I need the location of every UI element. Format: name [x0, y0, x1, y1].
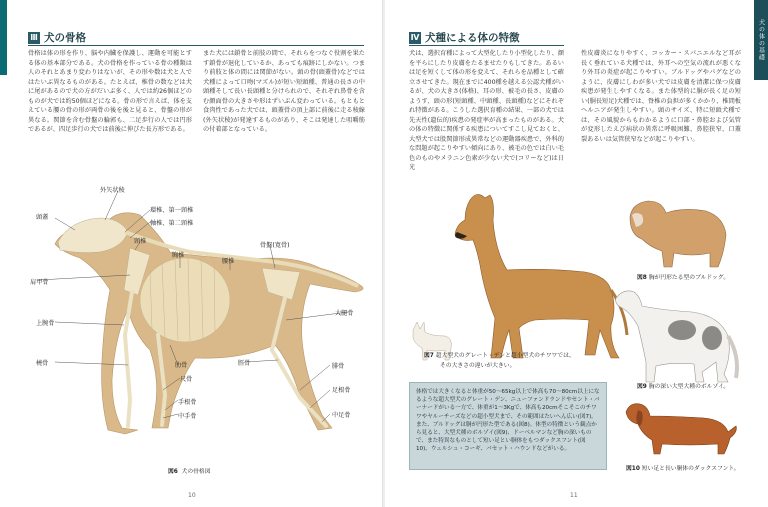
section-title: 犬種による体の特徴 — [425, 32, 520, 44]
body-text-col1: 骨格は体の形を作り、脳や内臓を保護し、運動を可能とする体の基本部分である。犬の骨格を作っている骨の種類は人のそれとあまり変わりはないが、その形や数は犬と人ではたいぶ異なるものがある。たとえば、椎骨の数などは犬に尾があるので犬の方がだいぶ多く、人では約26個ほどのものが犬では約50個ほどになる。骨の形で言えば、体を支えている腰の骨の形が両骨の後を後と見ると、骨盤の形が異なる。関節を含む骨盤の輪郭も、二足歩行の人では円形であるが、四足歩行の犬では前後に伸びた長方形である。 — [28, 50, 192, 133]
label-pelvis: 骨盤(寛骨) — [260, 242, 290, 249]
label-lumbar: 腰椎 — [222, 258, 235, 265]
bulldog-illustration — [622, 195, 732, 270]
section-rule — [409, 45, 564, 46]
body-text-col1: 犬は、選択育種によって大型化したり小型化したり、顔を平らにしたり皮膚をたるませたりもしてきた。あるいは足を短くして体の形を変えて、それらを品種として確立させてきた。現在までに400種を越える公認犬種がいるが、犬の大きさ(体格)、耳の形、被毛の長さ、皮膚のようす、頭の形(短頭種、中頭種、長頭種)などにそれぞれ特徴がある。こうした選択育種の結果、一部の犬では先天性(遺伝的)疾患の発症率が高まったものがある。犬の体の特徴に関係する疾患についてすこし見ておくと、大型犬では股関節形成異常などの運動器疾患で、外科的な問題が起こりやすい傾向にあり、被毛の色では白い毛色のものやメラニン色素が少ない犬で(コリーなど)は日光 — [409, 50, 564, 171]
label-thoracic: 胸椎 — [172, 252, 185, 259]
section-number: Ⅲ — [28, 32, 40, 44]
section-heading-breeds — [409, 30, 520, 45]
label-metatarsal: 中足骨 — [332, 412, 351, 419]
label-sagittal-crest: 外矢状稜 — [100, 187, 125, 194]
label-humerus: 上腕骨 — [36, 320, 55, 327]
figure8-number: 図8 — [637, 275, 647, 281]
figure9-caption — [637, 381, 729, 390]
label-carpal: 手根骨 — [178, 399, 197, 406]
section-rule — [28, 45, 364, 46]
page-number-right: 11 — [570, 492, 578, 499]
figure10-number: 図10 — [626, 466, 640, 472]
figure10-caption — [626, 463, 739, 472]
figure8-caption — [637, 272, 729, 281]
left-page — [0, 0, 383, 507]
rib-cage — [140, 258, 230, 342]
figure6-caption — [168, 466, 211, 475]
label-tarsal: 足根骨 — [332, 387, 351, 394]
body-text-col2: 性皮膚炎になりやすく、コッカー・スパニエルなど耳が長く垂れている犬種では、外耳への空気の流れが悪くなり外耳の炎症が起こりやすい。ブルドッグやパグなどのように、皮膚にしわが多い犬では皮膚を清潔に保つ皮膚疾患が発生しやすくなる。また体型的に胴が長く足の短い(胴長短足)犬種では、脊椎の負担が多くかかり、椎間板ヘルニアが発生しやすい。頭のサイズ、特に短頭犬種では、その風貌からもわかるように口部・鼻腔および気管が変形したえび病状の異常に呼吸困難、鼻腔狭窄、口蓋裂あるいは気管狭窄などが起こりやすい。 — [581, 50, 741, 143]
figure9-number: 図9 — [637, 384, 647, 390]
label-tibia: 脛骨 — [238, 360, 251, 367]
label-femur: 大腿骨 — [335, 310, 354, 317]
left-sidebar-accent — [0, 0, 7, 75]
great-dane-illustration — [435, 190, 635, 360]
label-cervical: 頸椎 — [134, 238, 147, 245]
dachshund-illustration — [620, 400, 740, 460]
label-rib: 肋骨 — [175, 362, 188, 369]
figure6-number: 図6 — [168, 469, 178, 475]
body-text-col2: また犬には鎖骨と前肢の間で、それらをつなぐ役割を果たす鎖骨が退化しているか、あっても痕跡にしかない。つまり前肢と体の間には関節がない。頭の骨(頭蓋骨)などでは犬種によって口吻(マズル)が短い短頭種、普通の長さの中頭種そして長い長頭種と分けられので、それぞれ鼻骨を含む顔面骨の大きさや形はずいぶん変わっている。もともと食肉性であった犬では、頭蓋骨の頂上部に前後に走る稜線(外矢状稜)が発達するものがあり、そこは発達した咀嚼筋の付着部となっている。 — [203, 50, 365, 133]
borzoi-illustration — [612, 282, 742, 387]
figure10-text: 短い足と長い胴体のダックスフント。 — [641, 466, 740, 472]
label-ulna: 尺骨 — [180, 376, 193, 383]
label-atlas: 環椎、第一頸椎 — [150, 207, 194, 214]
section-number: Ⅳ — [410, 32, 420, 42]
chapter-side-tab: 犬の体の基礎 — [754, 0, 768, 80]
label-fibula: 腓骨 — [332, 363, 345, 370]
figure7-text-1: 超大型犬のグレート・デンと超小型犬のチワワでは、 — [435, 353, 575, 359]
label-skull: 頭蓋 — [36, 214, 49, 221]
label-scapula: 肩甲骨 — [30, 279, 49, 286]
figure7-number: 図7 — [424, 353, 434, 359]
section-title: 犬の骨格 — [44, 32, 86, 44]
figure7-caption-line2: その大きさの違いが大きい。 — [440, 363, 516, 369]
label-metacarpal: 中手骨 — [178, 413, 197, 420]
page-number-left: 10 — [188, 492, 196, 499]
label-axis: 軸椎、第二頸椎 — [150, 220, 194, 227]
figure7-caption-line1 — [424, 350, 575, 359]
figure9-text: 胸の深い大型大種のボルゾイ。 — [648, 384, 730, 390]
label-radius: 橈骨 — [36, 360, 49, 367]
section-heading-skeleton — [28, 30, 86, 45]
figure8-text: 胸が円形たる型のブルドッグ。 — [648, 275, 730, 281]
figure6-text: 犬の骨格図 — [181, 469, 211, 475]
info-box-body-size: 体格では大きくなると体重が50〜65kg以上で体高も70〜80cm以上になるような超大型犬のグレート・デン、ニューファンドランドやセント・バーナードがいる一方で、体重が1〜3Kgで、体高も20cmそこそこのチワワやヤルーチーズなどの超小型犬まで、その範囲はたいへん広い(図7)。また、ブルドッグは胴が円形た型である(図8)。体型の特徴という観点から見ると、大型犬種のボルゾイ(図9)、ドーベルマンなど胸の深いもので、また特異なものとして短い足とい胴体をもつダックスフント(図10)、ウェルシュ・コーギ、バセット・ハウンドなどがいる。 — [409, 382, 607, 470]
